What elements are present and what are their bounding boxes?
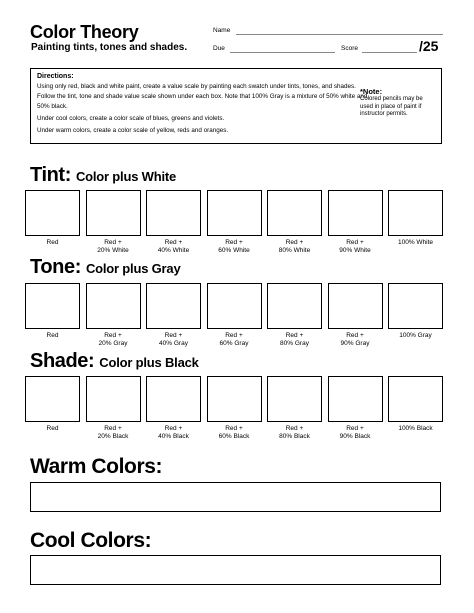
- score-label: Score: [341, 45, 358, 52]
- swatch-label-line: Red +: [104, 332, 122, 339]
- swatch-label-line: 100% Black: [398, 425, 433, 432]
- tone-swatch[interactable]: [146, 283, 201, 329]
- tone-swatch-label: [325, 332, 385, 349]
- directions-line: Using only red, black and white paint, create a value scale by painting each swatch under tints, tones, and shades.: [37, 83, 356, 90]
- swatch-label-line: 60% White: [218, 247, 250, 255]
- warm-colors-box[interactable]: [30, 482, 441, 512]
- swatch-label-line: 100% Gray: [399, 332, 432, 339]
- tone-subtitle: Color plus Gray: [85, 261, 181, 276]
- tint-swatch[interactable]: [267, 190, 322, 236]
- warm-colors-heading: Warm Colors:: [30, 455, 163, 478]
- swatch-label-line: Red +: [164, 239, 183, 246]
- swatch-label-line: Red: [46, 332, 59, 339]
- swatch-label-line: 90% Gray: [340, 340, 370, 348]
- tint-swatch-label: [23, 239, 83, 247]
- tone-swatch[interactable]: [86, 283, 141, 329]
- swatch-label-line: Red +: [346, 239, 364, 246]
- swatch-label-line: Red +: [225, 239, 243, 246]
- tone-swatch[interactable]: [328, 283, 383, 329]
- swatch-label-line: 90% White: [339, 247, 371, 255]
- swatch-label-line: Red +: [104, 239, 122, 246]
- shade-title: Shade:: [30, 350, 95, 372]
- swatch-label-line: 60% Black: [218, 433, 250, 441]
- shade-subtitle: Color plus Black: [99, 355, 199, 370]
- tint-heading: [30, 164, 176, 187]
- swatch-label-line: Red +: [164, 425, 183, 432]
- page-subtitle: Painting tints, tones and shades.: [31, 42, 188, 53]
- directions-line: Under cool colors, create a color scale of blues, greens and violets.: [37, 115, 225, 122]
- swatch-label-line: Red +: [346, 425, 364, 432]
- due-label: Due: [213, 45, 225, 52]
- tone-swatch-label: [265, 332, 325, 349]
- shade-swatch-label: [204, 425, 264, 442]
- tone-swatch-label: [83, 332, 143, 349]
- shade-swatch-label: [23, 425, 83, 433]
- page-title: Color Theory: [30, 22, 139, 42]
- swatch-label-line: Red +: [164, 332, 183, 339]
- tone-swatch-label: [386, 332, 446, 340]
- tone-swatch-label: [144, 332, 204, 349]
- swatch-label-line: 20% White: [97, 247, 129, 255]
- directions-line: 50% black.: [37, 103, 68, 110]
- shade-swatch[interactable]: [25, 376, 80, 422]
- tint-swatch-label: [386, 239, 446, 247]
- swatch-label-line: 80% Gray: [280, 340, 309, 348]
- shade-swatch[interactable]: [207, 376, 262, 422]
- tint-swatch[interactable]: [86, 190, 141, 236]
- shade-swatch[interactable]: [86, 376, 141, 422]
- tone-swatch[interactable]: [207, 283, 262, 329]
- tone-swatch[interactable]: [267, 283, 322, 329]
- shade-swatch-label: [144, 425, 204, 442]
- swatch-label-line: Red +: [285, 239, 304, 246]
- name-label: Name: [213, 27, 231, 34]
- cool-colors-heading: Cool Colors:: [30, 529, 152, 552]
- swatch-label-line: Red: [46, 425, 59, 432]
- shade-swatch-label: [83, 425, 143, 442]
- tint-swatch-label: [83, 239, 143, 256]
- cool-colors-box[interactable]: [30, 555, 441, 585]
- tone-title: Tone:: [30, 256, 81, 278]
- shade-swatch[interactable]: [146, 376, 201, 422]
- swatch-label-line: 40% White: [157, 247, 190, 255]
- tint-swatch[interactable]: [146, 190, 201, 236]
- tint-swatch-label: [204, 239, 264, 256]
- tone-swatch[interactable]: [388, 283, 443, 329]
- tint-swatch-label: [325, 239, 385, 256]
- tone-swatch-label: [204, 332, 264, 349]
- note-box: [360, 87, 438, 119]
- shade-swatch-label: [325, 425, 385, 442]
- tint-swatch[interactable]: [328, 190, 383, 236]
- swatch-label-line: Red: [46, 239, 59, 246]
- shade-swatch-label: [386, 425, 446, 433]
- note-line: used in place of paint if: [360, 103, 422, 110]
- name-field[interactable]: [236, 34, 443, 35]
- tint-swatch[interactable]: [25, 190, 80, 236]
- tone-heading: [30, 256, 180, 279]
- swatch-label-line: 80% White: [278, 247, 311, 255]
- note-line: Colored pencils may be: [360, 96, 423, 102]
- shade-swatch[interactable]: [388, 376, 443, 422]
- tone-swatch-label: [23, 332, 83, 340]
- directions-line: Under warm colors, create a color scale of yellow, reds and oranges.: [37, 127, 229, 134]
- swatch-label-line: Red +: [285, 332, 304, 339]
- directions-box: [30, 68, 442, 144]
- directions-title: Directions:: [37, 73, 74, 80]
- tint-subtitle: Color plus White: [75, 169, 177, 184]
- note-line: instructor permits.: [360, 111, 408, 117]
- swatch-label-line: 20% Black: [97, 433, 129, 441]
- swatch-label-line: 60% Gray: [219, 340, 249, 348]
- swatch-label-line: 90% Black: [339, 433, 371, 441]
- due-field[interactable]: [230, 52, 335, 53]
- shade-swatch[interactable]: [328, 376, 383, 422]
- swatch-label-line: Red +: [285, 425, 304, 432]
- tint-swatch-label: [265, 239, 325, 256]
- swatch-label-line: 80% Black: [279, 433, 310, 441]
- swatch-label-line: 20% Gray: [98, 340, 128, 348]
- tint-swatch[interactable]: [388, 190, 443, 236]
- shade-swatch-label: [265, 425, 325, 442]
- shade-swatch[interactable]: [267, 376, 322, 422]
- swatch-label-line: 100% White: [397, 239, 434, 246]
- swatch-label-line: Red +: [225, 425, 243, 432]
- swatch-label-line: 40% Gray: [159, 340, 188, 348]
- tint-swatch[interactable]: [207, 190, 262, 236]
- swatch-label-line: Red +: [104, 425, 122, 432]
- score-field[interactable]: [362, 52, 417, 53]
- tint-swatch-label: [144, 239, 204, 256]
- tint-title: Tint:: [30, 164, 71, 186]
- swatch-label-line: Red +: [225, 332, 243, 339]
- score-total: /25: [419, 38, 439, 54]
- swatch-label-line: Red +: [346, 332, 364, 339]
- note-title: *Note:: [360, 87, 383, 96]
- shade-heading: [30, 350, 199, 373]
- directions-line: Follow the tint, tone and shade value scale shown under each box. Note that 100% Gray is a mixture of 50% white and: [37, 93, 368, 100]
- swatch-label-line: 40% Black: [158, 433, 189, 441]
- tone-swatch[interactable]: [25, 283, 80, 329]
